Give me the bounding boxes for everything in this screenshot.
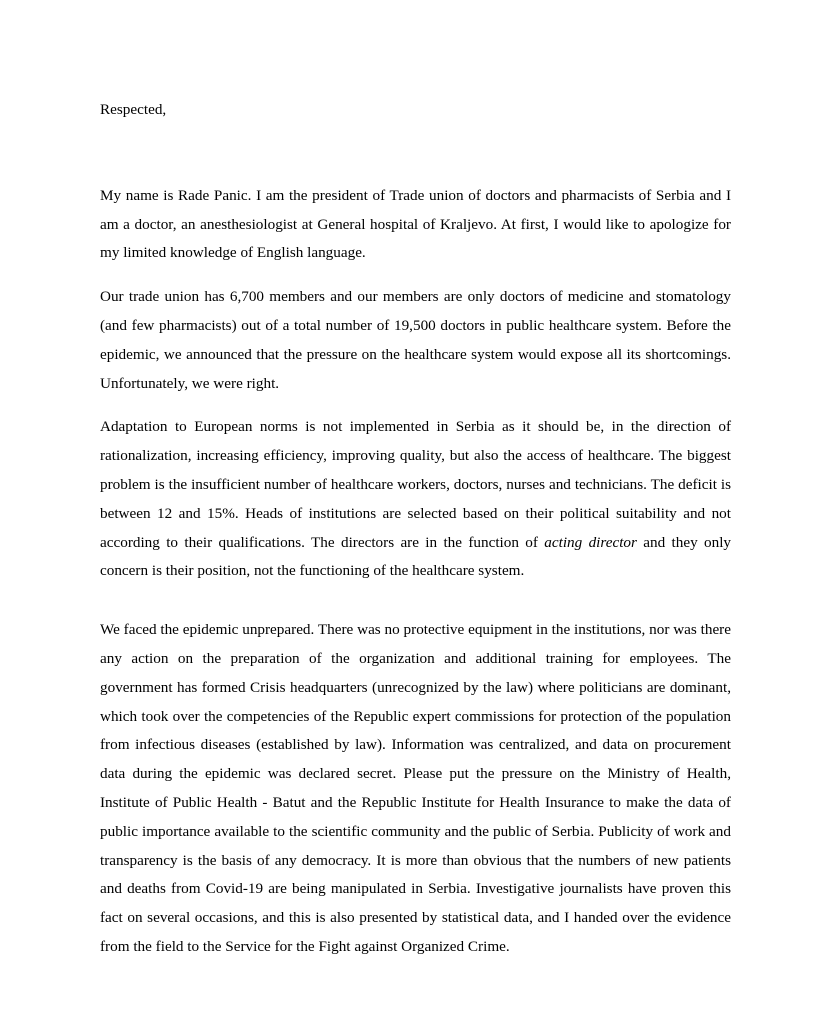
acting-director-emphasis: acting director	[544, 533, 637, 551]
paragraph-adaptation-text-end: and they only concern is their position, not the functioning of the healthcare system.	[100, 533, 732, 580]
paragraph-adaptation-text-start: Adaptation to European norms is not implemented in Serbia as it should be, in the direction of rationalization, increasing efficiency, improving quality, but also the access of healthcare. The biggest problem is the insufficient number of healthcare workers, doctors, nurses and technicians. The deficit is between 12 and 15%. Heads of institutions are selected based on their political suitability and not according to their qualifications. The directors are in the function of	[100, 418, 731, 551]
paragraph-introduction: My name is Rade Panic. I am the president of Trade union of doctors and pharmacists of Serbia and I am a doctor, an anesthesiologist at General hospital of Kraljevo. At first, I would like to apologize for my limited knowledge of English language.	[100, 186, 731, 262]
paragraph-epidemic: We faced the epidemic unprepared. There was no protective equipment in the institutions, nor was there any action on the preparation of the organization and additional training for employees. The government has formed Crisis headquarters (unrecognized by the law) where politicians are dominant, which took over the competencies of the Republic expert commissions for protection of the population from infectious diseases (established by law). Information was centralized, and data on procurement data during the epidemic was declared secret. Please put the pressure on the Ministry of Health, Institute of Public Health - Batut and the Republic Institute for Health Insurance to make the data of public importance available to the scientific community and the public of Serbia. Publicity of work and transparency is the basis of any democracy. It is more than obvious that the numbers of new patients and deaths from Covid-19 are being manipulated in Serbia. Investigative journalists have proven this fact on several occasions, and this is also presented by statistical data, and I handed over the evidence from the field to the Service for the Fight against Organized Crime.	[100, 621, 731, 955]
paragraph-adaptation	[100, 413, 731, 586]
salutation: Respected,	[100, 101, 167, 118]
letter-body	[100, 96, 731, 962]
paragraph-trade-union: Our trade union has 6,700 members and our members are only doctors of medicine and stomatology (and few pharmacists) out of a total number of 19,500 doctors in public healthcare system. Before the epidemic, we announced that the pressure on the healthcare system would expose all its shortcomings. Unfortunately, we were right.	[100, 288, 731, 392]
